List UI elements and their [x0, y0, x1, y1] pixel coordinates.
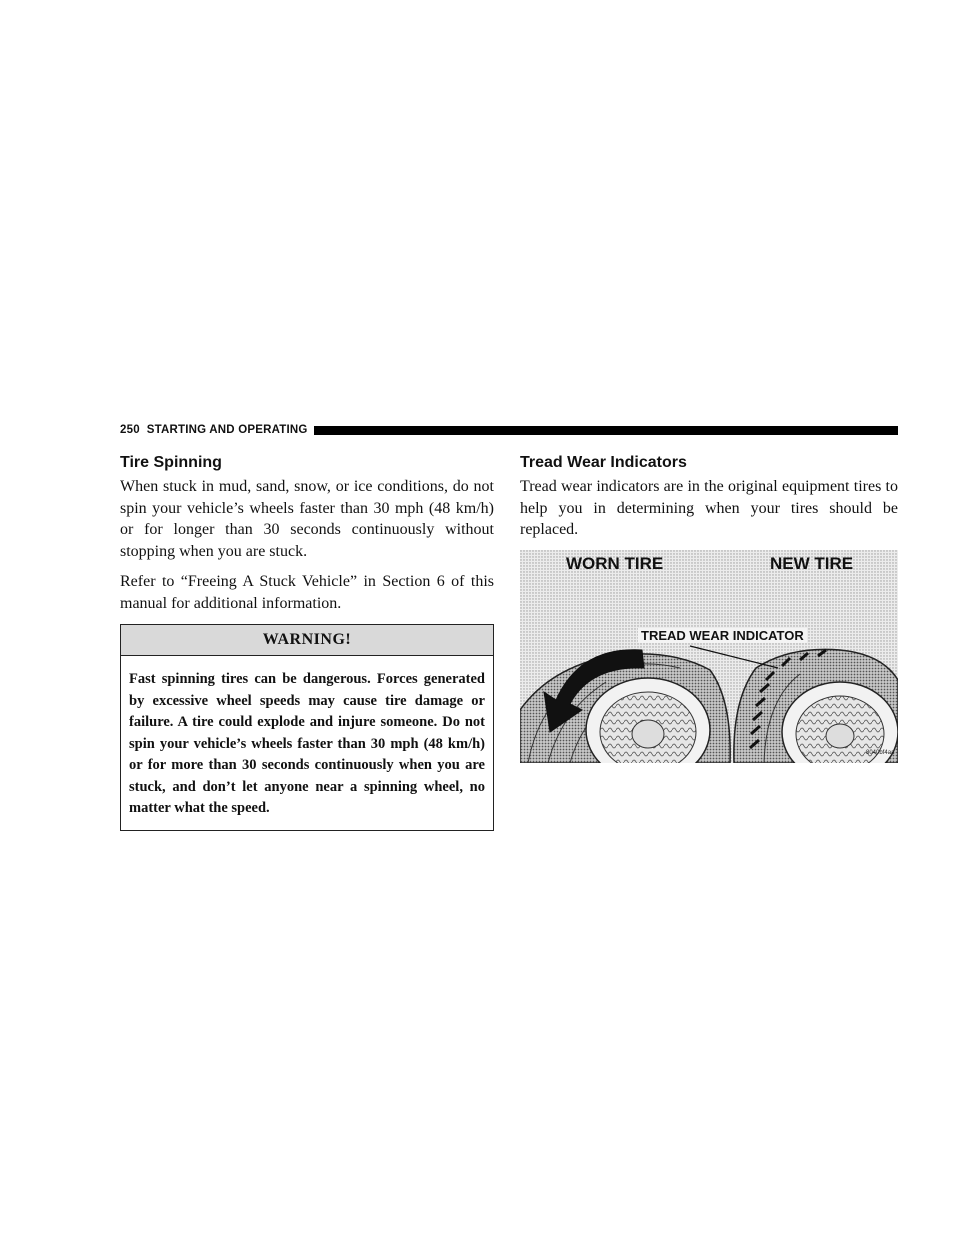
new-tire-label: NEW TIRE	[770, 553, 854, 573]
tire-spinning-heading: Tire Spinning	[120, 454, 222, 471]
tire-spinning-paragraph-1: When stuck in mud, sand, snow, or ice conditions, do not spin your vehicle’s wheels faster than 30 mph (48 km/h) or for longer than 30 seconds continuously without stopping when you are stuck.	[120, 478, 494, 560]
tread-wear-heading: Tread Wear Indicators	[520, 454, 687, 471]
page-header	[120, 423, 898, 437]
tire-illustration	[520, 550, 898, 763]
warning-box	[120, 624, 494, 831]
section-title: STARTING AND OPERATING	[146, 424, 308, 436]
tread-wear-figure	[520, 550, 898, 763]
tire-spinning-paragraph-2: Refer to “Freeing A Stuck Vehicle” in Section 6 of this manual for additional information.	[120, 573, 494, 612]
page-number: 250	[120, 424, 140, 436]
tread-wear-indicator-label: TREAD WEAR INDICATOR	[638, 628, 807, 643]
worn-tire-label: WORN TIRE	[566, 553, 664, 573]
figure-code: 8040bf4aa	[866, 749, 895, 756]
new-tire	[734, 649, 898, 763]
right-column	[520, 450, 898, 763]
warning-title: WARNING!	[121, 625, 493, 656]
warning-text: Fast spinning tires can be dangerous. Forces generated by excessive wheel speeds may cause tire damage or failure. A tire could explode and injure someone. Do not spin your vehicle’s wheels faster than 30 mph (48 km/h) or for more than 30 seconds continuously when you are stuck, and don’t let anyone near a spinning wheel, no matter what the speed.	[129, 671, 485, 816]
tread-wear-paragraph: Tread wear indicators are in the original equipment tires to help you in determining when your tires should be replaced.	[520, 478, 898, 538]
left-column	[120, 450, 494, 831]
header-rule	[314, 426, 898, 435]
